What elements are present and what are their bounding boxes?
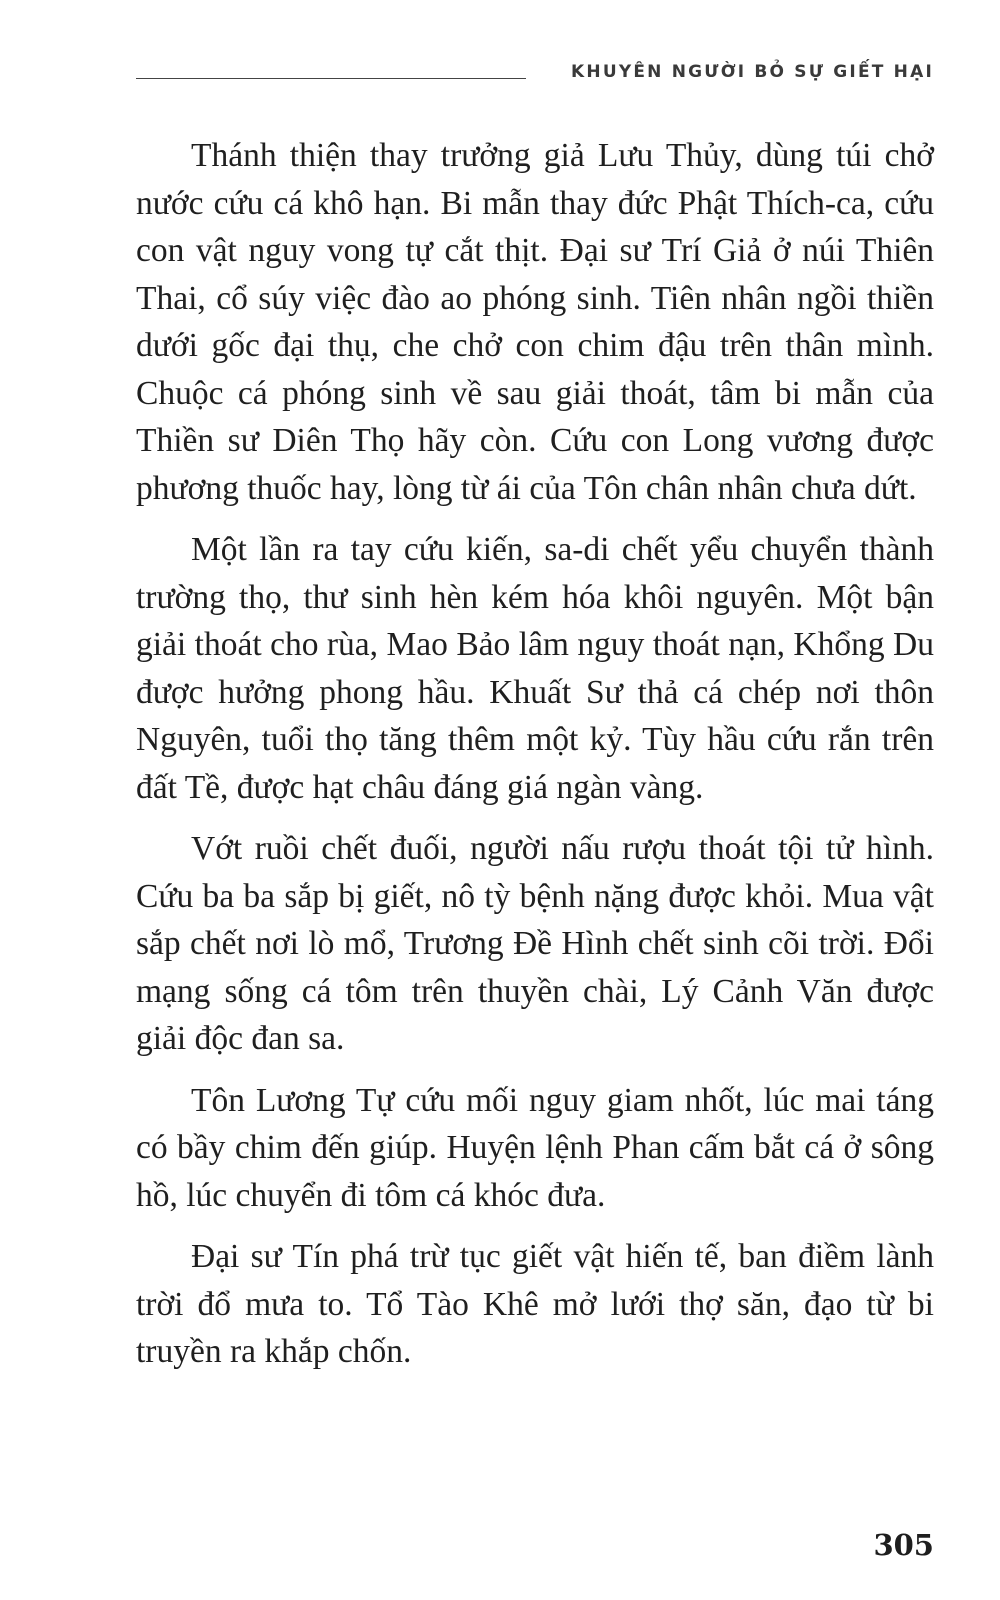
running-header-title: KHUYÊN NGƯỜI BỎ SỰ GIẾT HẠI xyxy=(571,62,934,82)
paragraph-3: Vớt ruồi chết đuối, người nấu rượu thoát tội tử hình. Cứu ba ba sắp bị giết, nô tỳ bệnh nặng được khỏi. Mua vật sắp chết nơi lò mổ, Trương Đề Hình chết sinh cõi trời. Đổi mạng sống cá tôm trên thuyền chài, Lý Cảnh Văn được giải độc đan sa. xyxy=(136,830,934,1057)
page-body xyxy=(136,132,934,1390)
running-header xyxy=(136,58,934,88)
paragraph-5: Đại sư Tín phá trừ tục giết vật hiến tế, ban điềm lành trời đổ mưa to. Tổ Tào Khê mở lưới thợ săn, đạo từ bi truyền ra khắp chốn. xyxy=(136,1238,934,1370)
header-rule xyxy=(136,78,526,79)
paragraph-2: Một lần ra tay cứu kiến, sa-di chết yểu chuyển thành trường thọ, thư sinh hèn kém hóa khôi nguyên. Một bận giải thoát cho rùa, Mao Bảo lâm nguy thoát nạn, Khổng Du được hưởng phong hầu. Khuất Sư thả cá chép nơi thôn Nguyên, tuổi thọ tăng thêm một kỷ. Tùy hầu cứu rắn trên đất Tề, được hạt châu đáng giá ngàn vàng. xyxy=(136,531,934,806)
paragraph-4: Tôn Lương Tự cứu mối nguy giam nhốt, lúc mai táng có bầy chim đến giúp. Huyện lệnh Phan cấm bắt cá ở sông hồ, lúc chuyển đi tôm cá khóc đưa. xyxy=(136,1081,934,1214)
page-number: 305 xyxy=(873,1528,934,1562)
paragraph-1: Thánh thiện thay trưởng giả Lưu Thủy, dùng túi chở nước cứu cá khô hạn. Bi mẫn thay đức Phật Thích-ca, cứu con vật nguy vong tự cắt thịt. Đại sư Trí Giả ở núi Thiên Thai, cổ súy việc đào ao phóng sinh. Tiên nhân ngồi thiền dưới gốc đại thụ, che chở con chim đậu trên thân mình. Chuộc cá phóng sinh về sau giải thoát, tâm bi mẫn của Thiền sư Diên Thọ hãy còn. Cứu con Long vương được phương thuốc hay, lòng từ ái của Tôn chân nhân chưa dứt. xyxy=(136,137,934,507)
